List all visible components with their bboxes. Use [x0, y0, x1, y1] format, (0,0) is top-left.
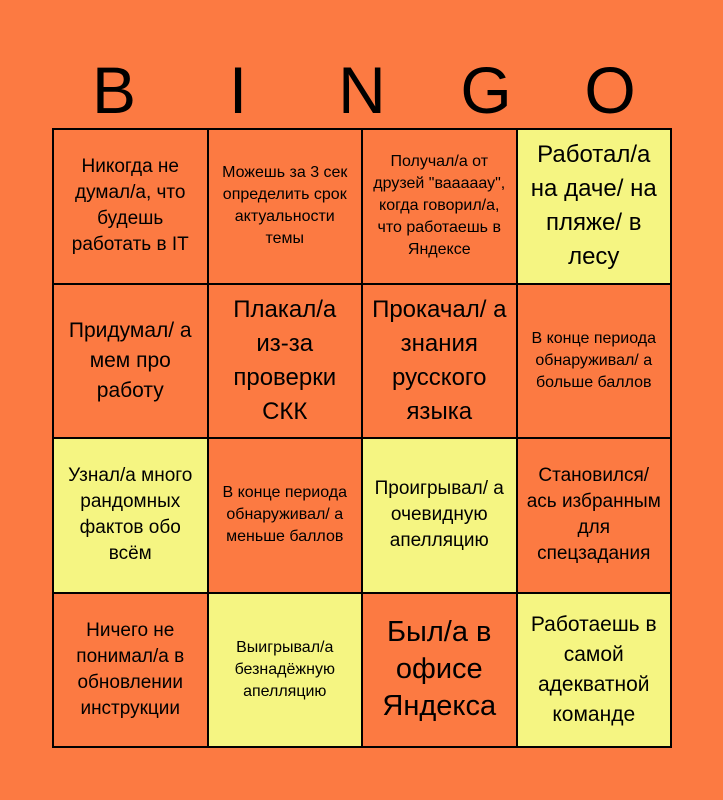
cell-text: Никогда не думал/а, что будешь работать в IT — [71, 156, 189, 256]
bingo-title — [52, 55, 672, 125]
bingo-cell[interactable] — [517, 129, 672, 284]
bingo-cell[interactable] — [208, 129, 363, 284]
cell-text: Плакал/а из-за проверки СКК — [233, 295, 337, 425]
cell-text: Узнал/а много рандомных фактов обо всём — [68, 465, 193, 565]
title-letter-i: I — [228, 53, 248, 127]
bingo-grid — [52, 128, 672, 748]
bingo-cell[interactable] — [362, 284, 517, 439]
title-letter-g: G — [460, 53, 512, 127]
cell-text: Становился/ ась избранным для спецзадания — [526, 465, 661, 565]
bingo-cell[interactable] — [53, 593, 208, 748]
cell-text: Работаешь в самой адекватной команде — [530, 612, 657, 726]
cell-text: Проигрывал/ а очевидную апелляцию — [374, 478, 504, 552]
cell-text: Был/а в офисе Яндекса — [382, 616, 497, 723]
bingo-cell[interactable] — [362, 438, 517, 593]
bingo-cell[interactable] — [517, 284, 672, 439]
bingo-cell[interactable] — [53, 438, 208, 593]
cell-text: Выигрывал/а безнадёжную апелляцию — [234, 638, 335, 700]
cell-text: Прокачал/ а знания русского языка — [372, 295, 507, 425]
cell-text: Работал/а на даче/ на пляже/ в лесу — [530, 141, 657, 271]
bingo-cell[interactable] — [517, 438, 672, 593]
cell-text: Ничего не понимал/а в обновлении инструкции — [76, 619, 185, 719]
bingo-cell[interactable] — [208, 284, 363, 439]
cell-text: Придумал/ а мем про работу — [68, 318, 192, 402]
cell-text: В конце периода обнаруживал/ а больше баллов — [531, 329, 657, 391]
bingo-cell[interactable] — [53, 284, 208, 439]
bingo-cell[interactable] — [53, 129, 208, 284]
title-letter-o: O — [584, 53, 636, 127]
bingo-cell[interactable] — [362, 593, 517, 748]
cell-text: В конце периода обнаруживал/ а меньше баллов — [222, 484, 348, 546]
bingo-cell[interactable] — [208, 438, 363, 593]
bingo-cell[interactable] — [517, 593, 672, 748]
cell-text: Можешь за 3 сек определить срок актуальности темы — [222, 164, 348, 248]
title-letter-n: N — [338, 53, 386, 127]
bingo-cell[interactable] — [208, 593, 363, 748]
title-letter-b: B — [91, 53, 137, 127]
cell-text: Получал/а от друзей "вааааау", когда говорил/а, что работаешь в Яндексе — [373, 153, 506, 259]
bingo-cell[interactable] — [362, 129, 517, 284]
